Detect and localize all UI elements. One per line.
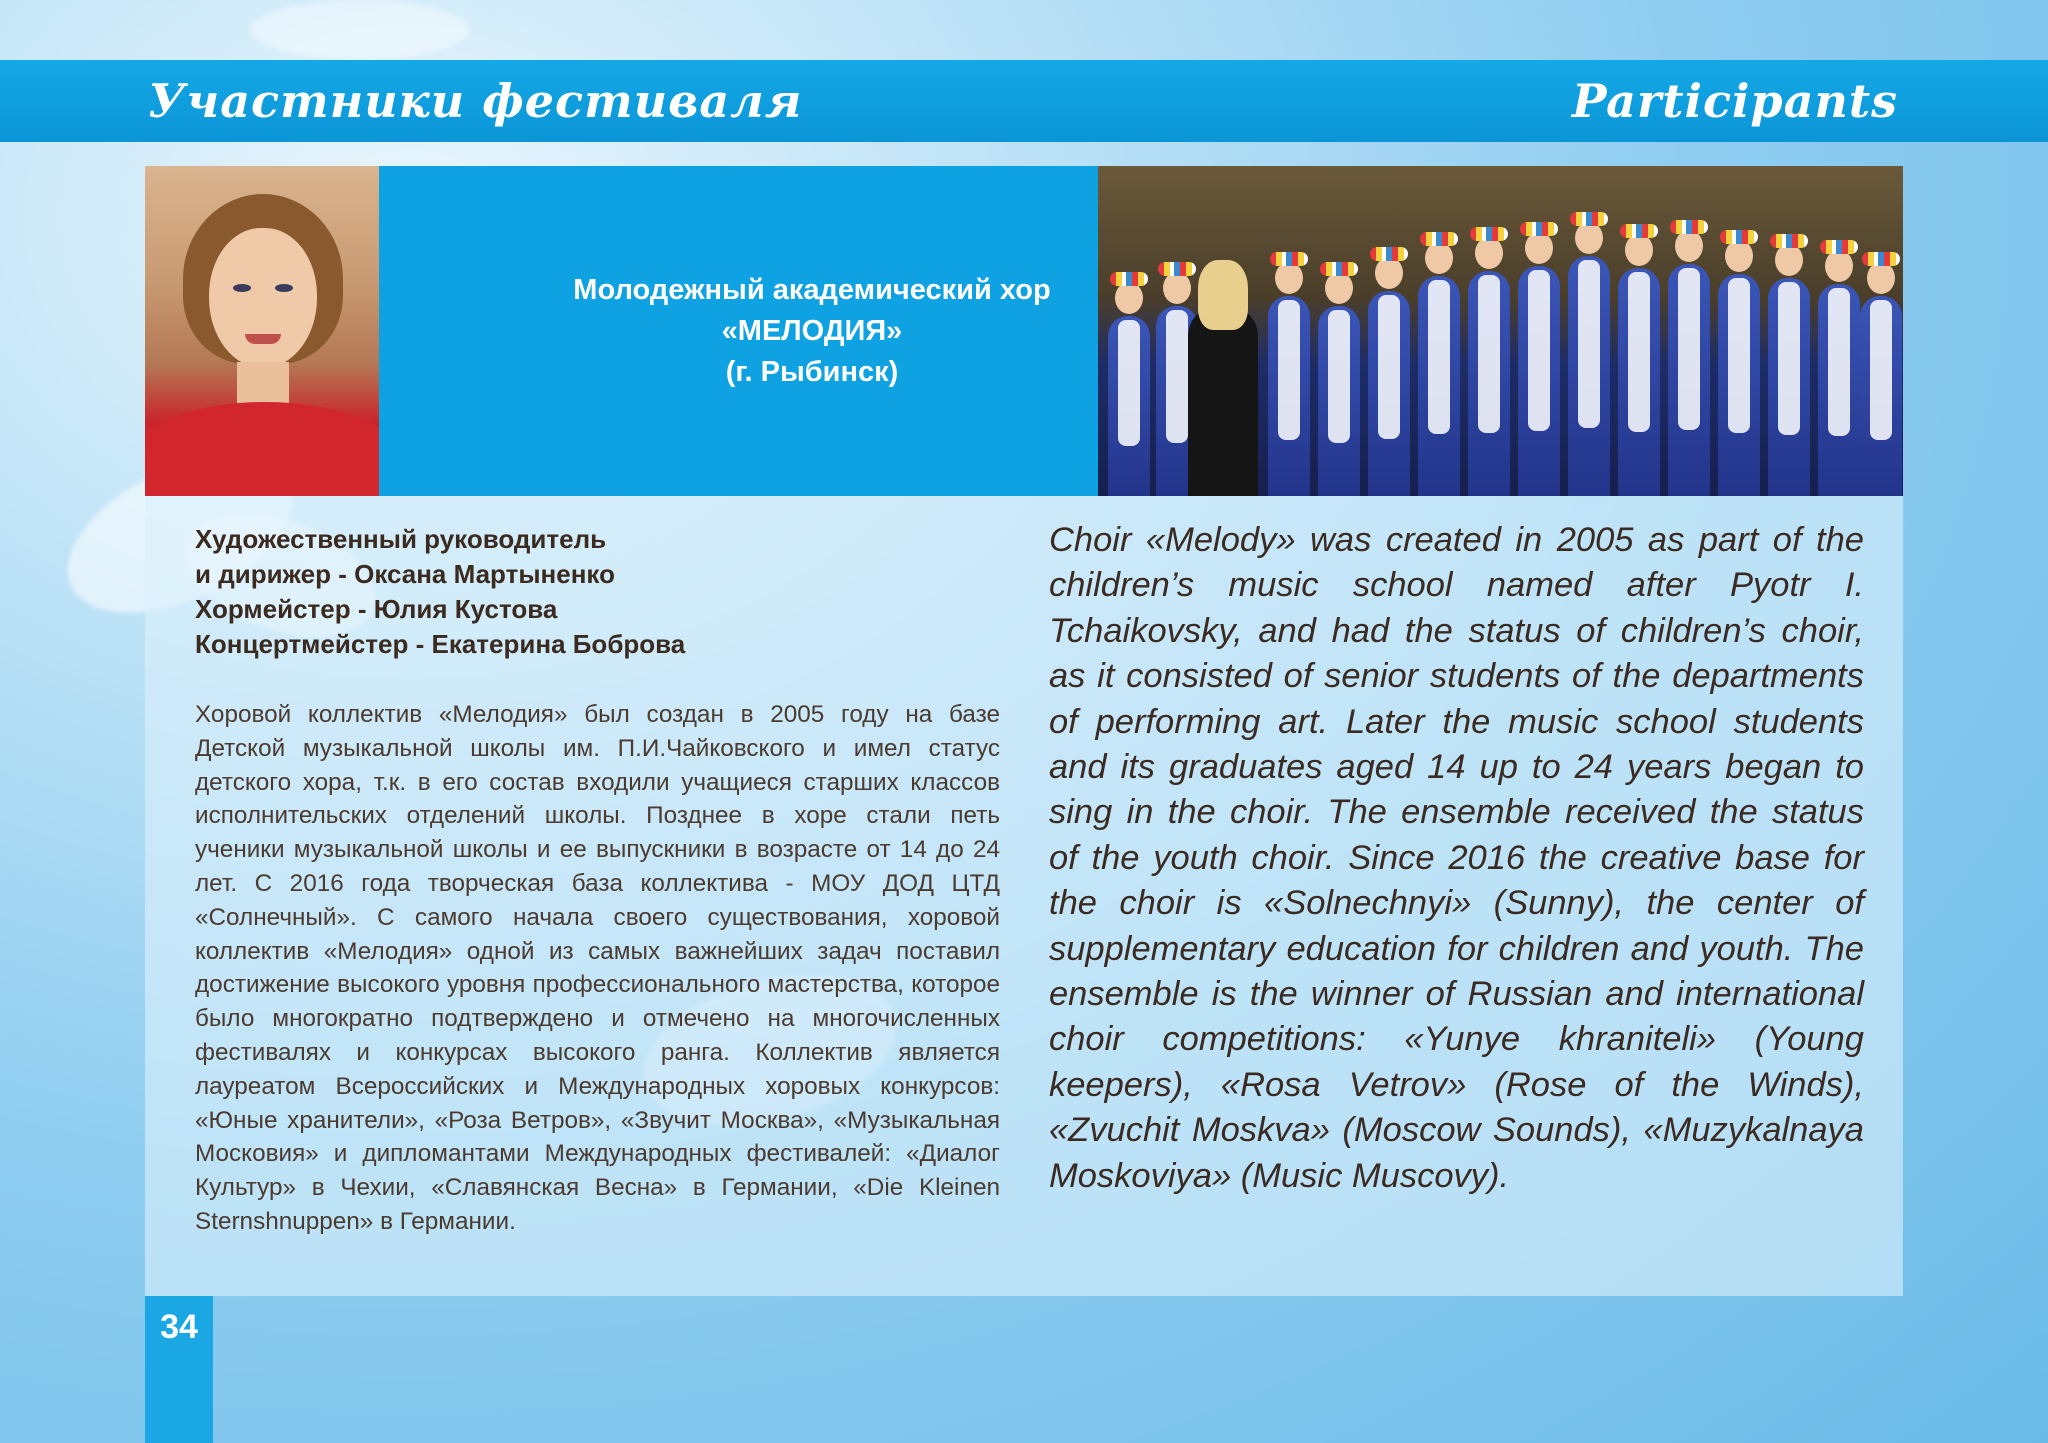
page-number-tab — [145, 1296, 213, 1443]
description-ru: Хоровой коллектив «Мелодия» был создан в 2005 году на базе Детской музыкальной школы им. П.И.Чайковского и имел статус детского хора, т.к. в его состав входили учащиеся старших классов исполнительских отделений школы. Позднее в хоре стали петь ученики музыкальной школы и ее выпускники в возрасте от 14 до 24 лет. С 2016 года творческая база коллектива - МОУ ДОД ЦТД «Солнечный». С самого начала своего существования, хоровой коллектив «Мелодия» одной из самых важнейших задач поставил достижение высокого уровня профессионального мастерства, которое было многократно подтверждено и отмечено на многочисленных фестивалях и конкурсах высокого ранга. Коллектив является лауреатом Всероссийских и Международных хоровых конкурсов: «Юные хранители», «Роза Ветров», «Звучит Москва», «Музыкальная Московия» и дипломантами Международных фестивалей: «Диалог Культур» в Чехии, «Славянская Весна» в Германии, «Die Kleinen Sternshnuppen» в Германии. — [195, 701, 1000, 1235]
header-title-ru: Участники фестиваля — [148, 74, 803, 128]
header-title-en: Participants — [1571, 74, 1898, 128]
conductor-portrait — [145, 166, 379, 496]
credit-line: Художественный руководитель — [195, 524, 607, 554]
credit-line: и дирижер - Оксана Мартыненко — [195, 559, 615, 589]
credits-block — [195, 522, 815, 662]
choir-photo — [1098, 166, 1903, 496]
choir-name-line2: «МЕЛОДИЯ» — [721, 314, 903, 347]
content-panel — [145, 496, 1903, 1296]
header-bar — [0, 60, 2048, 142]
credit-line: Концертмейстер - Екатерина Боброва — [195, 629, 686, 659]
background-flower-petal — [250, 0, 470, 60]
choir-banner — [145, 166, 1903, 496]
page-number: 34 — [160, 1308, 198, 1346]
choir-name-line1: Молодежный академический хор — [573, 273, 1051, 306]
description-en: Choir «Melody» was created in 2005 as part of the children’s music school named after Pyotr I. Tchaikovsky, and had the status of children’s choir, as it consisted of senior students of the departments of performing art. Later the music school students and its graduates aged 14 up to 24 years began to sing in the choir. The ensemble received the status of the youth choir. Since 2016 the creative base for the choir is «Solnechnyi» (Sunny), the center of supplementary education for children and youth. The ensemble is the winner of Russian and international choir competitions: «Yunye khraniteli» (Young keepers), «Rosa Vetrov» (Rose of the Winds), «Zvuchit Moskva» (Moscow Sounds), «Muzykalnaya Moskoviya» (Music Muscovy). — [1049, 521, 1864, 1195]
credit-line: Хормейстер - Юлия Кустова — [195, 594, 558, 624]
choir-city: (г. Рыбинск) — [725, 355, 899, 388]
